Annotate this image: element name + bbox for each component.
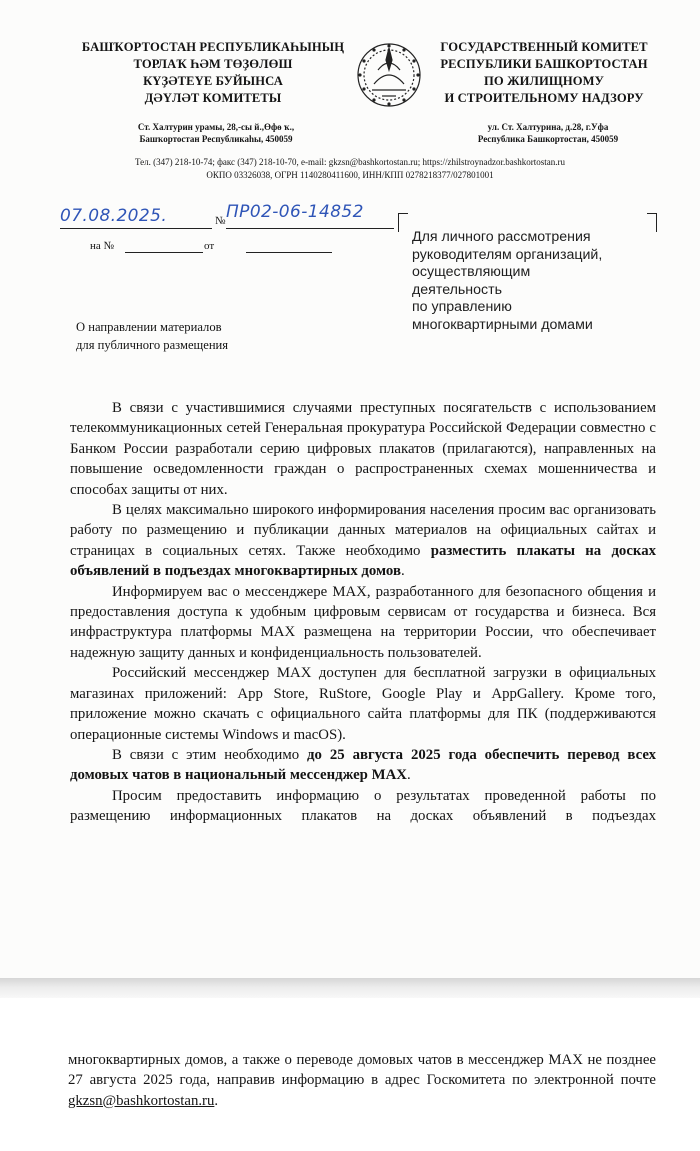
paragraph-5 bbox=[70, 745, 656, 786]
addressee-block bbox=[412, 229, 672, 335]
header-left-line: ТОРЛАҠ ҺӘМ ТӨҘӨЛӨШ bbox=[133, 57, 293, 71]
paragraph-5-bold: до 25 августа 2025 года обеспечить перевод всех домовых чатов в национальный мессенджер MAX bbox=[70, 746, 656, 784]
header-right-russian bbox=[430, 39, 658, 107]
paragraph-6-continued-text: многоквартирных домов, а также о переводе домовых чатов в мессенджер MAX не позднее 27 августа 2025 года, направив информацию в адрес Госкомитета по электронной почте bbox=[68, 1052, 656, 1089]
ot-label: от bbox=[204, 240, 215, 252]
paragraph-1: В связи с участившимися случаями преступных посягательств с использованием телекоммуникационных сетей Генеральная прокуратура Российской Федерации совместно с Банком России разработали серию цифровых плакатов (прилагаются), направленных на повышение осведомленности граждан о распространенных схемах мошенничества и способах защиты от них. bbox=[70, 400, 656, 498]
letter-body bbox=[70, 398, 656, 827]
subject-block bbox=[76, 319, 336, 354]
addressee-line: многоквартирными домами bbox=[412, 316, 593, 333]
address-line: Республика Башкортостан, 450059 bbox=[477, 134, 619, 144]
subject-line: О направлении материалов bbox=[76, 320, 222, 334]
header-left-line: ДӘҮЛӘТ КОМИТЕТЫ bbox=[144, 91, 282, 105]
paragraph-6-continued bbox=[68, 1050, 656, 1111]
date-underline bbox=[60, 228, 212, 229]
address-line: Ст. Халтурин урамы, 28,-сы й.,Өфө ҡ., bbox=[137, 122, 295, 132]
contacts-block bbox=[40, 156, 660, 182]
address-line: ул. Ст. Халтурина, д.28, г.Уфа bbox=[487, 122, 609, 132]
header-right-line: РЕСПУБЛИКИ БАШКОРТОСТАН bbox=[440, 57, 648, 71]
subject-line: для публичного размещения bbox=[76, 337, 229, 352]
paragraph-6-end: . bbox=[214, 1092, 219, 1109]
address-left bbox=[106, 121, 326, 145]
header-left-bashkir bbox=[72, 39, 354, 107]
paragraph-6: Просим предоставить информацию о результатах проведенной работы по размещению информационных плакатов на досках объявлений в подъездах bbox=[70, 787, 656, 825]
header-right-line: ПО ЖИЛИЩНОМУ bbox=[484, 74, 604, 88]
addressee-line: деятельность bbox=[412, 281, 502, 298]
header-left-line: КҮҘӘТЕҮЕ БУЙЫНСА bbox=[143, 74, 283, 88]
addressee-line: осуществляющим bbox=[412, 264, 531, 281]
paragraph-2 bbox=[70, 500, 656, 582]
email-link[interactable]: gkzsn@bashkortostan.ru bbox=[68, 1092, 215, 1109]
requisites-line: ОКПО 03326038, ОГРН 1140280411600, ИНН/КПП 0278218377/027801001 bbox=[206, 170, 494, 180]
paragraph-3: Информируем вас о мессенджере MAX, разработанного для безопасного общения и предоставления доступа к удобным цифровым сервисам от государства и бизнеса. Вся инфраструктура платформы MAX размещена на территории России, что обеспечивает надежную защиту данных и конфиденциальность пользователей. bbox=[70, 583, 656, 661]
paragraph-2-text: В целях максимально широкого информирования населения просим вас организовать работу по размещению и публикации данных материалов на официальных сайтах и страницах в социальных сетях. Также необходимо bbox=[70, 502, 656, 559]
contacts-line: Тел. (347) 218-10-74; факс (347) 218-10-70, e-mail: gkzsn@bashkortostan.ru; https://zhilstroynadzor.bashkortostan.ru bbox=[134, 157, 566, 167]
registration-block bbox=[60, 202, 400, 256]
header-right-line: ГОСУДАРСТВЕННЫЙ КОМИТЕТ bbox=[440, 40, 648, 54]
corner-bracket-left bbox=[398, 213, 408, 232]
na-number-label: на № bbox=[90, 240, 115, 252]
handwritten-date: 07.08.2025. bbox=[60, 206, 168, 226]
paragraph-4: Российский мессенджер MAX доступен для бесплатной загрузки в официальных магазинах приложений: App Store, RuStore, Google Play и AppGallery. Кроме того, приложение можно скачать с официального сайта платформы для ПК (поддерживаются операционные системы Windows и macOS). bbox=[70, 665, 656, 743]
header-right-line: И СТРОИТЕЛЬНОМУ НАДЗОРУ bbox=[444, 91, 644, 105]
handwritten-number: ПР02-06-14852 bbox=[226, 202, 364, 222]
paragraph-5-end: . bbox=[406, 767, 411, 784]
addressee-line: руководителям организаций, bbox=[412, 246, 603, 263]
addressee-line: Для личного рассмотрения bbox=[412, 229, 591, 245]
number-underline bbox=[226, 228, 394, 229]
paragraph-2-end: . bbox=[400, 563, 405, 580]
paragraph-5-text: В связи с этим необходимо bbox=[112, 746, 308, 763]
addressee-line: по управлению bbox=[412, 299, 512, 316]
paragraph-2-bold: разместить плакаты на досках объявлений в подъездах многоквартирных домов bbox=[70, 542, 656, 580]
header-left-line: БАШҠОРТОСТАН РЕСПУБЛИКАҺЫНЫҢ bbox=[81, 40, 345, 54]
address-line: Башҡортостан Республикаһы, 450059 bbox=[139, 134, 293, 144]
number-label: № bbox=[215, 215, 226, 227]
ot-underline bbox=[246, 252, 332, 253]
document-page-2 bbox=[0, 998, 700, 1151]
address-right bbox=[458, 121, 638, 145]
page-break-shadow bbox=[0, 978, 700, 998]
bashkortostan-emblem-icon bbox=[354, 40, 424, 110]
na-number-underline bbox=[125, 252, 203, 253]
letter-body-continued bbox=[68, 1050, 656, 1111]
